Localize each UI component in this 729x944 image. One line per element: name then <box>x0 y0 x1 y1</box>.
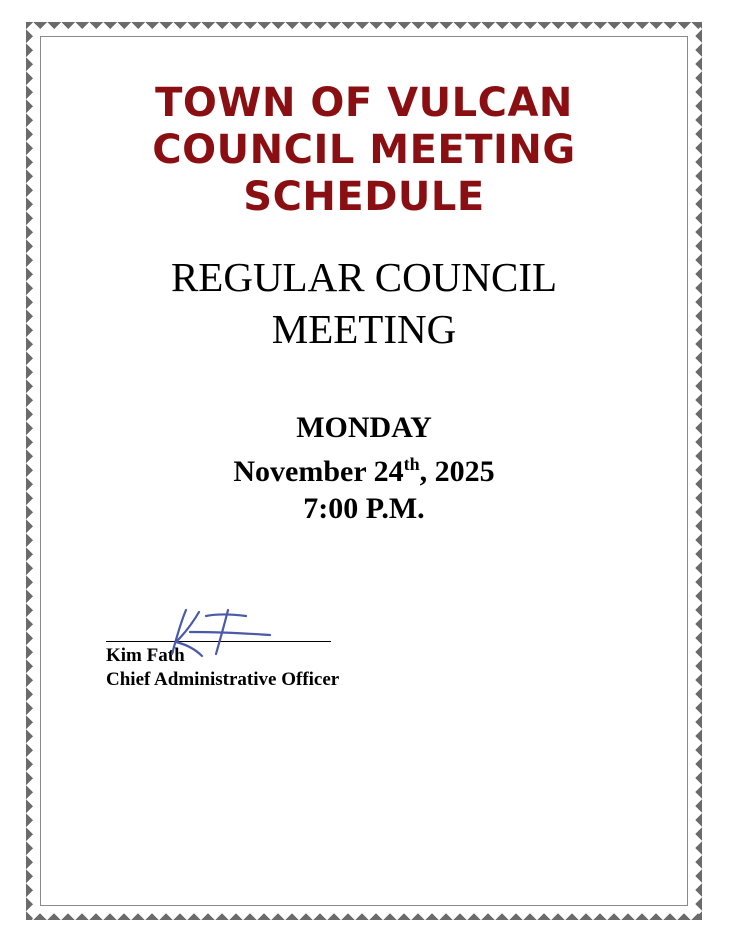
title-line-2: COUNCIL MEETING <box>152 127 576 173</box>
meeting-time: 7:00 P.M. <box>303 492 425 525</box>
meeting-date-ordinal: th <box>403 454 420 474</box>
meeting-date <box>48 446 680 490</box>
border-right-zigzag <box>688 22 702 920</box>
meeting-date-year: , 2025 <box>419 455 495 488</box>
signatory-name: Kim Fath <box>106 645 185 666</box>
title-line-3: SCHEDULE <box>243 174 485 220</box>
page-subtitle <box>48 251 680 355</box>
page-title <box>48 80 680 221</box>
border-top-zigzag <box>26 22 702 36</box>
subtitle-line-1: REGULAR COUNCIL <box>170 254 558 300</box>
border-left-zigzag <box>26 22 40 920</box>
meeting-details <box>48 409 680 527</box>
meeting-day: MONDAY <box>296 411 432 444</box>
title-line-1: TOWN OF VULCAN <box>155 80 573 126</box>
subtitle-line-2: MEETING <box>271 306 457 352</box>
signatory-title: Chief Administrative Officer <box>106 669 340 690</box>
document-content <box>48 60 680 880</box>
signature-line <box>106 640 331 642</box>
meeting-date-text: November 24 <box>233 455 404 488</box>
border-bottom-zigzag <box>26 906 702 920</box>
signature-block <box>106 640 536 692</box>
